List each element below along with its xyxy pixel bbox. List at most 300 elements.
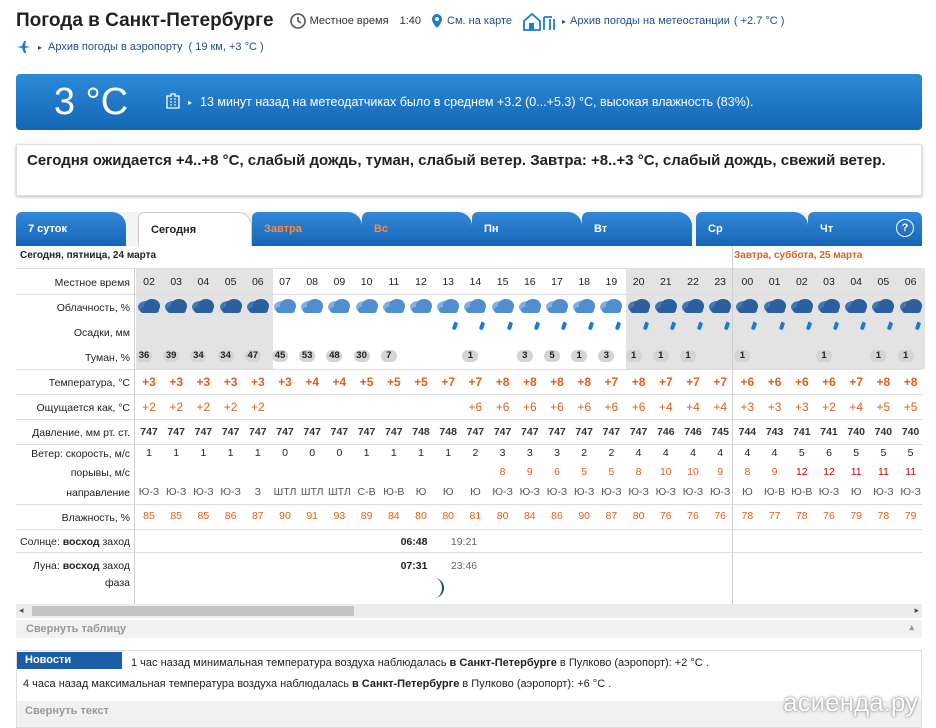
pressure-cell: 747 xyxy=(385,426,403,438)
humidity-cell: 87 xyxy=(605,510,618,522)
gust-cell: 12 xyxy=(795,466,808,478)
cloud-icon xyxy=(300,297,324,315)
collapse-text-button[interactable]: Свернуть текст xyxy=(17,701,921,727)
cloud-icon xyxy=(409,297,433,315)
humidity-cell: 78 xyxy=(795,510,808,522)
wind-speed-cell: 3 xyxy=(554,447,560,459)
wind-speed-cell: 0 xyxy=(336,447,343,459)
fog-cell xyxy=(354,350,370,362)
pressure-cell: 747 xyxy=(575,426,593,438)
collapse-table-label[interactable]: Свернуть таблицу xyxy=(26,623,127,635)
pressure-cell: 747 xyxy=(330,426,349,438)
humidity-cell: 81 xyxy=(469,510,482,522)
fog-badge: 3 xyxy=(517,350,533,362)
temperature-cell: +7 xyxy=(441,375,456,389)
wind-direction-cell: Ю xyxy=(850,486,862,498)
map-link[interactable] xyxy=(431,13,512,29)
temperature-cell: +6 xyxy=(740,375,755,389)
pressure-cell: 747 xyxy=(249,426,267,438)
forecast-summary: Сегодня ожидается +4..+8 °C, слабый дождь, туман, слабый ветер. Завтра: +8..+3 °C, слабый дождь, свежий ветер. xyxy=(16,144,922,196)
cloud-icon xyxy=(627,297,651,315)
temperature-cell: +7 xyxy=(713,375,728,389)
wind-direction-cell: Ю xyxy=(470,486,481,498)
fog-cell xyxy=(190,350,206,362)
tab-7-days[interactable]: 7 суток xyxy=(16,212,126,246)
scroll-right-icon[interactable]: ▸ xyxy=(914,605,919,615)
wind-speed-cell: 1 xyxy=(200,447,207,459)
airport-archive-info: ( 19 км, +3 °C ) xyxy=(188,41,264,53)
humidity-cell: 78 xyxy=(741,510,754,522)
hour-cell: 21 xyxy=(659,276,672,288)
gust-cell: 8 xyxy=(499,466,506,478)
row-label-time: Местное время xyxy=(54,277,130,289)
row-divider xyxy=(16,394,922,395)
collapse-table-button[interactable] xyxy=(16,620,922,638)
cloud-icon xyxy=(844,297,868,315)
row-label-moon xyxy=(16,560,134,572)
cloud-icon xyxy=(654,297,678,315)
tab-sunday[interactable]: Вс xyxy=(362,212,472,246)
header xyxy=(16,8,784,34)
wind-direction-cell: Ю-З xyxy=(682,486,704,498)
sunset-time: 19:21 xyxy=(450,536,478,548)
wind-direction-cell: Ю-З xyxy=(573,486,595,498)
temperature-cell: +7 xyxy=(604,375,619,389)
fog-badge: 1 xyxy=(653,350,669,362)
wind-direction-cell: Ю-З xyxy=(492,486,513,498)
fog-badge: 1 xyxy=(898,350,914,362)
chevron-up-icon: ▴ xyxy=(909,622,914,632)
wind-direction-cell: З xyxy=(254,486,261,498)
temperature-cell: +8 xyxy=(550,375,564,389)
feels-like-cell: +2 xyxy=(223,400,238,414)
humidity-cell: 84 xyxy=(523,510,536,522)
cloud-icon xyxy=(599,297,623,315)
tab-tuesday[interactable]: Вт xyxy=(582,212,692,246)
pressure-cell: 748 xyxy=(412,426,430,438)
cloud-icon xyxy=(246,297,270,315)
feels-like-cell: +3 xyxy=(740,400,755,414)
temperature-cell: +3 xyxy=(223,375,238,389)
hour-cell: 02 xyxy=(795,276,808,288)
fog-cell xyxy=(381,350,397,362)
pressure-cell: 747 xyxy=(221,426,240,438)
fog-badge: 3 xyxy=(598,350,614,362)
fog-cell xyxy=(218,350,234,362)
page-title: Погода в Санкт-Петербурге xyxy=(16,10,274,31)
scrollbar-thumb[interactable] xyxy=(32,606,354,616)
wind-speed-cell: 4 xyxy=(635,447,642,459)
fog-badge: 34 xyxy=(218,350,234,362)
wind-direction-cell: Ю-З xyxy=(519,486,541,498)
row-label-phase: фаза xyxy=(104,577,130,589)
cloud-icon xyxy=(273,297,297,315)
fog-badge: 7 xyxy=(381,350,397,362)
pressure-cell: 747 xyxy=(548,426,566,438)
news-text: 4 часа назад максимальная температура воздуха наблюдалась xyxy=(23,678,352,690)
fog-badge: 34 xyxy=(190,350,206,362)
row-label-feels: Ощущается как, °C xyxy=(36,402,130,414)
hour-cell: 20 xyxy=(632,276,645,288)
wind-speed-cell: 1 xyxy=(363,447,370,459)
watermark: асиенда.ру xyxy=(783,687,918,717)
hour-cell: 19 xyxy=(605,276,618,288)
moonrise-label: восход xyxy=(62,560,100,572)
temperature-cell: +5 xyxy=(414,375,428,389)
temperature-cell: +4 xyxy=(305,375,320,389)
feels-like-cell: +4 xyxy=(849,400,864,414)
cloud-icon xyxy=(899,297,923,315)
temperature-cell: +8 xyxy=(631,375,646,389)
hour-cell: 02 xyxy=(143,276,155,288)
humidity-cell: 85 xyxy=(143,510,155,522)
gust-cell: 11 xyxy=(905,466,917,478)
hour-cell: 14 xyxy=(469,276,482,288)
row-divider xyxy=(16,444,922,445)
humidity-cell: 80 xyxy=(415,510,427,522)
hour-cell: 16 xyxy=(523,276,536,288)
news-button[interactable]: Новости погоды xyxy=(17,652,122,669)
hour-cell: 06 xyxy=(251,276,264,288)
fog-cell xyxy=(816,350,832,362)
temperature-cell: +8 xyxy=(522,375,537,389)
temperature-cell: +6 xyxy=(767,375,782,389)
row-label-precip: Осадки, мм xyxy=(73,327,130,339)
moonset-label: заход xyxy=(99,560,130,572)
hour-cell: 03 xyxy=(823,276,835,288)
wind-speed-cell: 2 xyxy=(608,447,615,459)
fog-badge: 1 xyxy=(870,350,886,362)
current-temperature: 3 °C xyxy=(53,80,129,123)
wind-direction-cell: Ю-З xyxy=(873,486,894,498)
temperature-cell: +8 xyxy=(876,375,891,389)
humidity-cell: 80 xyxy=(632,510,645,522)
cloud-icon xyxy=(545,297,569,315)
map-pin-icon xyxy=(431,13,443,29)
hour-cell: 13 xyxy=(442,276,455,288)
sunrise-label: восход xyxy=(62,536,100,548)
fog-cell xyxy=(598,350,614,362)
pressure-cell: 747 xyxy=(167,426,185,438)
fog-cell xyxy=(272,350,288,362)
humidity-cell: 86 xyxy=(224,510,237,522)
feels-like-cell: +4 xyxy=(686,400,700,414)
pressure-cell: 743 xyxy=(765,426,784,438)
hour-cell: 22 xyxy=(687,276,699,288)
wind-speed-cell: 2 xyxy=(581,447,588,459)
humidity-cell: 76 xyxy=(823,510,835,522)
row-divider xyxy=(16,529,922,530)
feels-like-cell: +3 xyxy=(794,400,809,414)
humidity-cell: 90 xyxy=(578,510,591,522)
station-archive-link[interactable] xyxy=(522,11,784,31)
temperature-cell: +3 xyxy=(169,375,184,389)
wind-speed-cell: 1 xyxy=(418,447,424,459)
local-time xyxy=(290,13,421,29)
wind-speed-cell: 1 xyxy=(445,447,452,459)
wind-direction-cell: Ю-З xyxy=(601,486,622,498)
cloud-icon xyxy=(382,297,406,315)
news-city: в Санкт-Петербурге xyxy=(449,657,557,669)
wind-direction-cell: С-В xyxy=(357,486,376,498)
rain-drop-icon xyxy=(534,322,540,331)
temperature-cell: +7 xyxy=(849,375,864,389)
hour-cell: 00 xyxy=(741,276,754,288)
feels-like-cell: +3 xyxy=(767,400,782,414)
temperature-cell: +5 xyxy=(359,375,374,389)
scroll-left-icon[interactable]: ◂ xyxy=(19,605,24,615)
temperature-cell: +7 xyxy=(468,375,483,389)
gust-cell: 8 xyxy=(635,466,642,478)
gust-cell: 8 xyxy=(744,466,751,478)
fog-cell xyxy=(653,350,669,362)
hourly-forecast-table xyxy=(16,246,922,604)
temperature-cell: +8 xyxy=(903,375,918,389)
sunrise-time: 06:48 xyxy=(400,536,428,548)
help-icon[interactable]: ? xyxy=(896,219,914,237)
cloud-icon xyxy=(219,297,243,315)
tab-thursday[interactable] xyxy=(808,212,922,246)
local-time-label: Местное время xyxy=(309,15,389,27)
news-text: в Пулково (аэропорт): +6 °C . xyxy=(459,678,612,690)
row-label-sun xyxy=(16,536,134,548)
wind-direction-cell: ШТЛ xyxy=(300,486,324,498)
humidity-cell: 80 xyxy=(496,510,509,522)
humidity-cell: 85 xyxy=(197,510,210,522)
pressure-cell: 744 xyxy=(738,426,757,438)
fog-cell xyxy=(870,350,886,362)
row-label-humidity: Влажность, % xyxy=(61,512,130,524)
row-label-clouds: Облачность, % xyxy=(56,302,130,314)
tab-monday[interactable]: Пн xyxy=(472,212,582,246)
feels-like-cell: +4 xyxy=(658,400,673,414)
wind-speed-cell: 4 xyxy=(744,447,751,459)
news-item xyxy=(131,657,709,669)
chevron-right-icon: ▸ xyxy=(561,16,566,26)
fog-badge: 1 xyxy=(626,350,642,362)
fog-badge: 48 xyxy=(326,350,342,362)
hour-cell: 17 xyxy=(551,276,563,288)
wind-direction-cell: Ю-З xyxy=(193,486,214,498)
day-divider xyxy=(732,246,733,604)
pressure-cell: 747 xyxy=(493,426,512,438)
airport-archive-text[interactable]: Архив погоды в аэропорту xyxy=(48,41,183,53)
fog-cell xyxy=(898,350,914,362)
hour-cell: 04 xyxy=(197,276,210,288)
pressure-cell: 740 xyxy=(847,426,865,438)
temperature-cell: +3 xyxy=(278,375,292,389)
news-text: в Пулково (аэропорт): +2 °C . xyxy=(556,657,709,669)
humidity-cell: 91 xyxy=(306,510,319,522)
gust-cell: 12 xyxy=(823,466,835,478)
fog-cell xyxy=(626,350,642,362)
cloud-icon xyxy=(191,297,215,315)
wind-direction-cell: Ю-В xyxy=(383,486,405,498)
humidity-cell: 93 xyxy=(333,510,346,522)
rain-drop-icon xyxy=(588,322,594,331)
gust-cell: 10 xyxy=(659,466,672,478)
wind-speed-cell: 4 xyxy=(771,447,778,459)
pressure-cell: 746 xyxy=(657,426,675,438)
humidity-cell: 87 xyxy=(251,510,264,522)
gust-cell: 11 xyxy=(877,466,889,478)
pressure-cell: 747 xyxy=(276,426,294,438)
humidity-cell: 79 xyxy=(850,510,863,522)
wind-direction-cell: Ю xyxy=(442,486,454,498)
hour-cell: 15 xyxy=(496,276,509,288)
fog-badge: 1 xyxy=(816,350,832,362)
cloud-icon xyxy=(327,297,351,315)
temperature-cell: +6 xyxy=(794,375,809,389)
fog-badge: 30 xyxy=(354,350,370,362)
fog-badge: 1 xyxy=(734,350,750,362)
temperature-cell: +8 xyxy=(577,375,592,389)
cloud-icon xyxy=(463,297,487,315)
row-divider xyxy=(16,294,922,295)
wind-speed-cell: 3 xyxy=(499,447,506,459)
pressure-cell: 747 xyxy=(303,426,321,438)
cloud-icon xyxy=(735,297,759,315)
cloud-icon xyxy=(871,297,895,315)
local-time-value: 1:40 xyxy=(399,15,422,27)
gust-cell: 9 xyxy=(717,466,724,478)
pressure-cell: 747 xyxy=(194,426,213,438)
wind-direction-cell: Ю-З xyxy=(220,486,241,498)
pressure-cell: 747 xyxy=(357,426,376,438)
row-divider xyxy=(16,552,922,553)
wind-direction-cell: Ю-З xyxy=(818,486,840,498)
hour-cell: 05 xyxy=(877,276,890,288)
gust-cell: 9 xyxy=(771,466,778,478)
feels-like-cell: +6 xyxy=(495,400,510,414)
pressure-cell: 741 xyxy=(793,426,811,438)
airport-archive-link[interactable] xyxy=(16,40,264,54)
station-icon xyxy=(522,11,558,31)
wind-speed-cell: 3 xyxy=(526,447,533,459)
humidity-cell: 76 xyxy=(659,510,672,522)
humidity-cell: 76 xyxy=(687,510,699,522)
pressure-cell: 747 xyxy=(629,426,648,438)
fog-cell xyxy=(462,350,478,362)
gust-cell: 9 xyxy=(526,466,533,478)
feels-like-cell: +2 xyxy=(250,400,265,414)
temperature-cell: +3 xyxy=(250,375,265,389)
feels-like-cell: +5 xyxy=(876,400,891,414)
cloud-icon xyxy=(137,297,161,315)
humidity-cell: 80 xyxy=(442,510,455,522)
humidity-cell: 77 xyxy=(768,510,781,522)
row-divider xyxy=(16,369,922,370)
map-link-text[interactable]: См. на карте xyxy=(447,15,512,27)
feels-like-cell: +5 xyxy=(903,400,918,414)
cloud-icon xyxy=(681,297,705,315)
feels-like-cell: +2 xyxy=(169,400,184,414)
hour-cell: 12 xyxy=(415,276,427,288)
fog-badge: 36 xyxy=(136,350,152,362)
feels-like-cell: +6 xyxy=(577,400,592,414)
wind-direction-cell: ШТЛ xyxy=(273,486,297,498)
table-horizontal-scrollbar[interactable] xyxy=(16,604,922,618)
plane-icon xyxy=(16,40,32,54)
feels-like-cell: +2 xyxy=(196,400,211,414)
rain-drop-icon xyxy=(561,322,567,331)
cloud-icon xyxy=(164,297,188,315)
station-archive-text[interactable]: Архив погоды на метеостанции xyxy=(570,15,730,27)
feels-like-cell: +6 xyxy=(522,400,537,414)
hour-cell: 05 xyxy=(224,276,237,288)
tomorrow-date: Завтра, суббота, 25 марта xyxy=(734,250,863,261)
row-label-temp: Температура, °C xyxy=(48,377,130,389)
hour-cell: 07 xyxy=(279,276,291,288)
cloud-icon xyxy=(572,297,596,315)
gust-cell: 6 xyxy=(554,466,560,478)
wind-direction-cell: Ю-З xyxy=(900,486,921,498)
wind-speed-cell: 4 xyxy=(662,447,669,459)
moonset-time: 23:46 xyxy=(450,560,478,572)
row-divider xyxy=(16,268,922,269)
pressure-cell: 748 xyxy=(439,426,457,438)
humidity-cell: 90 xyxy=(279,510,291,522)
moon-label: Луна: xyxy=(33,560,63,572)
hour-cell: 23 xyxy=(714,276,727,288)
fog-badge: 1 xyxy=(680,350,696,362)
rain-drop-icon xyxy=(452,322,458,331)
row-label-direction: направление xyxy=(66,487,130,499)
building-icon xyxy=(166,93,180,112)
temperature-cell: +3 xyxy=(142,375,156,389)
wind-speed-cell: 5 xyxy=(798,447,805,459)
tab-thursday-label: Чт xyxy=(820,223,834,235)
cloud-icon xyxy=(708,297,732,315)
fog-badge: 1 xyxy=(571,350,587,362)
fog-cell xyxy=(571,350,587,362)
chevron-right-icon: ▸ xyxy=(38,42,43,52)
current-observation xyxy=(166,93,753,112)
wind-speed-cell: 2 xyxy=(472,447,479,459)
rain-drop-icon xyxy=(506,322,512,331)
pressure-cell: 745 xyxy=(711,426,729,438)
clock-icon xyxy=(290,13,306,29)
hour-cell: 06 xyxy=(904,276,917,288)
wind-speed-cell: 1 xyxy=(146,447,152,459)
temperature-cell: +3 xyxy=(196,375,211,389)
humidity-cell: 78 xyxy=(877,510,890,522)
cloud-icon xyxy=(355,297,379,315)
wind-direction-cell: Ю-З xyxy=(709,486,731,498)
fog-cell xyxy=(517,350,533,362)
wind-direction-cell: Ю-В xyxy=(791,486,813,498)
fog-cell xyxy=(326,350,342,362)
column-divider xyxy=(134,268,135,604)
wind-direction-cell: Ю-З xyxy=(655,486,677,498)
temperature-cell: +7 xyxy=(686,375,700,389)
temperature-cell: +7 xyxy=(658,375,673,389)
tab-tomorrow[interactable]: Завтра xyxy=(252,212,362,246)
pressure-cell: 747 xyxy=(602,426,621,438)
humidity-cell: 79 xyxy=(904,510,917,522)
wind-speed-cell: 1 xyxy=(390,447,397,459)
cloud-icon xyxy=(491,297,515,315)
moon-phase-icon xyxy=(426,577,444,599)
row-label-wind: Ветер: скорость, м/с xyxy=(31,448,130,460)
rain-drop-icon xyxy=(615,322,621,331)
tab-today[interactable]: Сегодня xyxy=(138,212,252,246)
feels-like-cell: +2 xyxy=(822,400,836,414)
tab-wednesday[interactable]: Ср xyxy=(696,212,808,246)
sun-label: Солнце: xyxy=(20,536,63,548)
humidity-cell: 85 xyxy=(170,510,183,522)
today-date: Сегодня, пятница, 24 марта xyxy=(20,250,157,261)
